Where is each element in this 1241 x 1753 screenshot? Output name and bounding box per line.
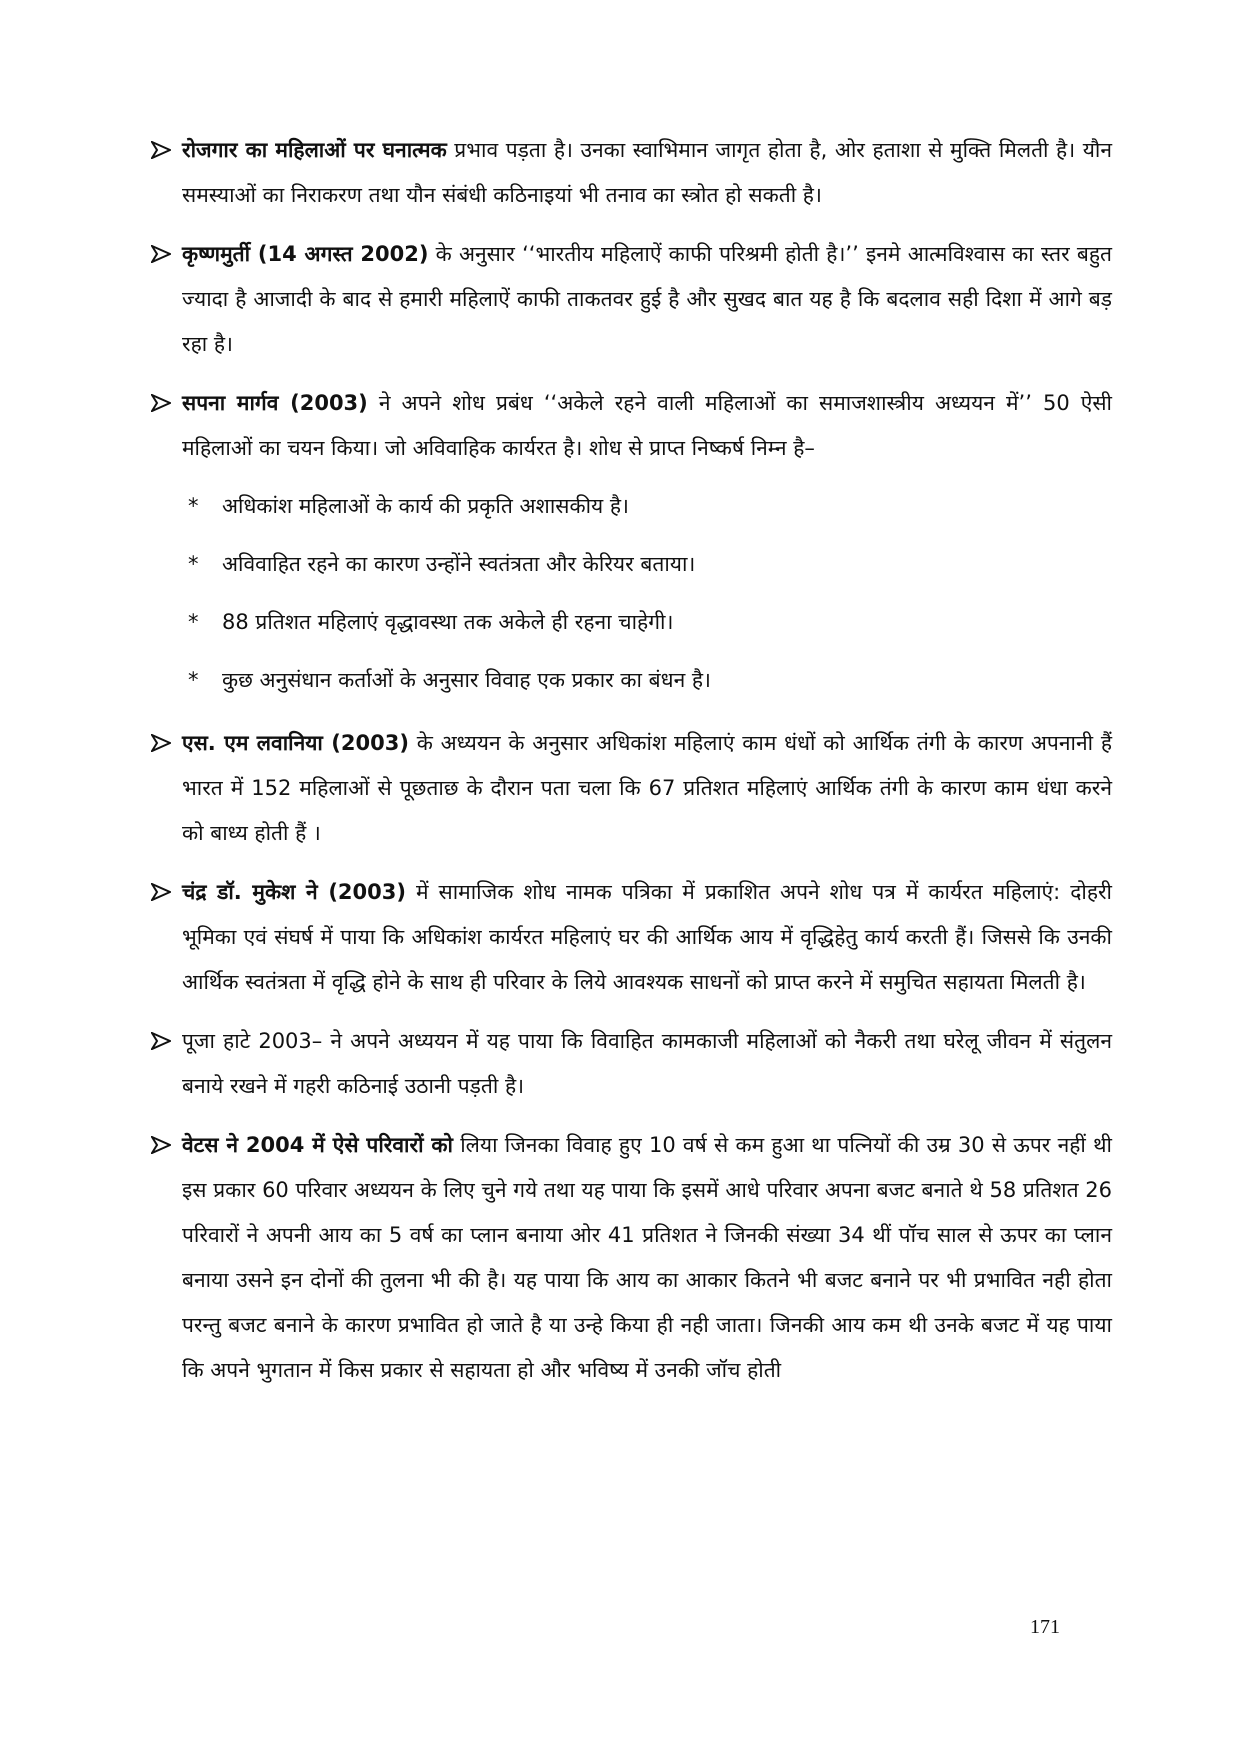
finding-item <box>150 593 1112 651</box>
arrow-bullet-icon <box>150 232 174 277</box>
asterisk-bullet: * <box>188 552 199 576</box>
arrow-bullet-icon <box>150 870 174 915</box>
finding-text: अधिकांश महिलाओं के कार्य की प्रकृति अशासकीय है। <box>222 494 630 518</box>
arrow-bullet-icon <box>150 1123 174 1168</box>
paragraph-pooja-hate <box>150 1019 1112 1109</box>
finding-text: अविवाहित रहने का कारण उन्होंने स्वतंत्रता और केरियर बताया। <box>222 552 696 576</box>
arrow-bullet-icon <box>150 721 174 766</box>
arrow-bullet-icon <box>150 1019 174 1064</box>
paragraph-employment-impact <box>150 128 1112 218</box>
paragraph-sapna-bhargava <box>150 381 1112 471</box>
finding-item <box>150 651 1112 709</box>
asterisk-bullet: * <box>188 668 199 692</box>
page-number: 171 <box>1030 1616 1060 1638</box>
finding-text: 88 प्रतिशत महिलाएं वृद्धावस्था तक अकेले ही रहना चाहेगी। <box>222 610 674 634</box>
paragraph-text: प्रभाव पड़ता है। उनका स्वाभिमान जागृत होता है, ओर हताशा से मुक्ति मिलती है। यौन समस्याओं का निराकरण तथा यौन संबंधी कठिनाइयां भी तनाव का स्त्रोत हो सकती है। <box>182 138 1112 207</box>
paragraph-krishnamurti <box>150 232 1112 367</box>
finding-item <box>150 477 1112 535</box>
findings-list <box>150 477 1112 709</box>
asterisk-bullet: * <box>188 494 199 518</box>
paragraph-lead: सपना मार्गव (2003) <box>182 391 368 415</box>
paragraph-lead: एस. एम लवानिया (2003) <box>182 731 409 755</box>
paragraph-wates <box>150 1123 1112 1393</box>
paragraph-chandra-mukesh <box>150 870 1112 1005</box>
asterisk-bullet: * <box>188 610 199 634</box>
paragraph-text: के अध्ययन के अनुसार अधिकांश महिलाएं काम धंधों को आर्थिक तंगी के कारण अपनानी हैं भारत में 152 महिलाओं से पूछताछ के दौरान पता चला कि 67 प्रतिशत महिलाएं आर्थिक तंगी के कारण काम धंधा करने को बाध्य होती हैं । <box>182 731 1112 845</box>
finding-text: कुछ अनुसंधान कर्ताओं के अनुसार विवाह एक प्रकार का बंधन है। <box>222 668 712 692</box>
paragraph-lead: चंद्र डॉ. मुकेश ने (2003) <box>182 880 406 904</box>
finding-item <box>150 535 1112 593</box>
paragraph-lead: वेटस ने 2004 में ऐसे परिवारों को <box>182 1133 453 1157</box>
paragraph-lead: कृष्णमुर्ती (14 अगस्त 2002) <box>182 242 429 266</box>
arrow-bullet-icon <box>150 128 174 173</box>
paragraph-text: में सामाजिक शोध नामक पत्रिका में प्रकाशित अपने शोध पत्र में कार्यरत महिलाएं: दोहरी भूमिका एवं संघर्ष में पाया कि अधिकांश कार्यरत महिलाएं घर की आर्थिक आय में वृद्धिहेतु कार्य करती हैं। जिससे कि उनकी आर्थिक स्वतंत्रता में वृद्धि होने के साथ ही परिवार के लिये आवश्यक साधनों को प्राप्त करने में समुचित सहायता मिलती है। <box>182 880 1112 994</box>
arrow-bullet-icon <box>150 381 174 426</box>
page-content <box>150 128 1112 1407</box>
paragraph-text: पूजा हाटे 2003– ने अपने अध्ययन में यह पाया कि विवाहित कामकाजी महिलाओं को नैकरी तथा घरेलू जीवन में संतुलन बनाये रखने में गहरी कठिनाई उठानी पड़ती है। <box>182 1029 1112 1098</box>
paragraph-text: ने अपने शोध प्रबंध ‘‘अकेले रहने वाली महिलाओं का समाजशास्त्रीय अध्ययन में’’ 50 ऐसी महिलाओं का चयन किया। जो अविवाहिक कार्यरत है। शोध से प्राप्त निष्कर्ष निम्न है– <box>182 391 1112 460</box>
paragraph-lavania <box>150 721 1112 856</box>
paragraph-text: लिया जिनका विवाह हुए 10 वर्ष से कम हुआ था पत्नियों की उम्र 30 से ऊपर नहीं थी इस प्रकार 60 परिवार अध्ययन के लिए चुने गये तथा यह पाया कि इसमें आधे परिवार अपना बजट बनाते थे 58 प्रतिशत 26 परिवारों ने अपनी आय का 5 वर्ष का प्लान बनाया ओर 41 प्रतिशत ने जिनकी संख्या 34 थीं पॉच साल से ऊपर का प्लान बनाया उसने इन दोनों की तुलना भी की है। यह पाया कि आय का आकार कितने भी बजट बनाने पर भी प्रभावित नही होता परन्तु बजट बनाने के कारण प्रभावित हो जाते है या उन्हे किया ही नही जाता। जिनकी आय कम थी उनके बजट में यह पाया कि अपने भुगतान में किस प्रकार से सहायता हो और भविष्य में उनकी जॉच होती <box>182 1133 1112 1382</box>
paragraph-lead: रोजगार का महिलाओं पर घनात्मक <box>182 138 447 162</box>
paragraph-text: के अनुसार ‘‘भारतीय महिलाऐं काफी परिश्रमी होती है।’’ इनमे आत्मविश्वास का स्तर बहुत ज्यादा है आजादी के बाद से हमारी महिलाऐं काफी ताकतवर हुई है और सुखद बात यह है कि बदलाव सही दिशा में आगे बड़ रहा है। <box>182 242 1112 356</box>
